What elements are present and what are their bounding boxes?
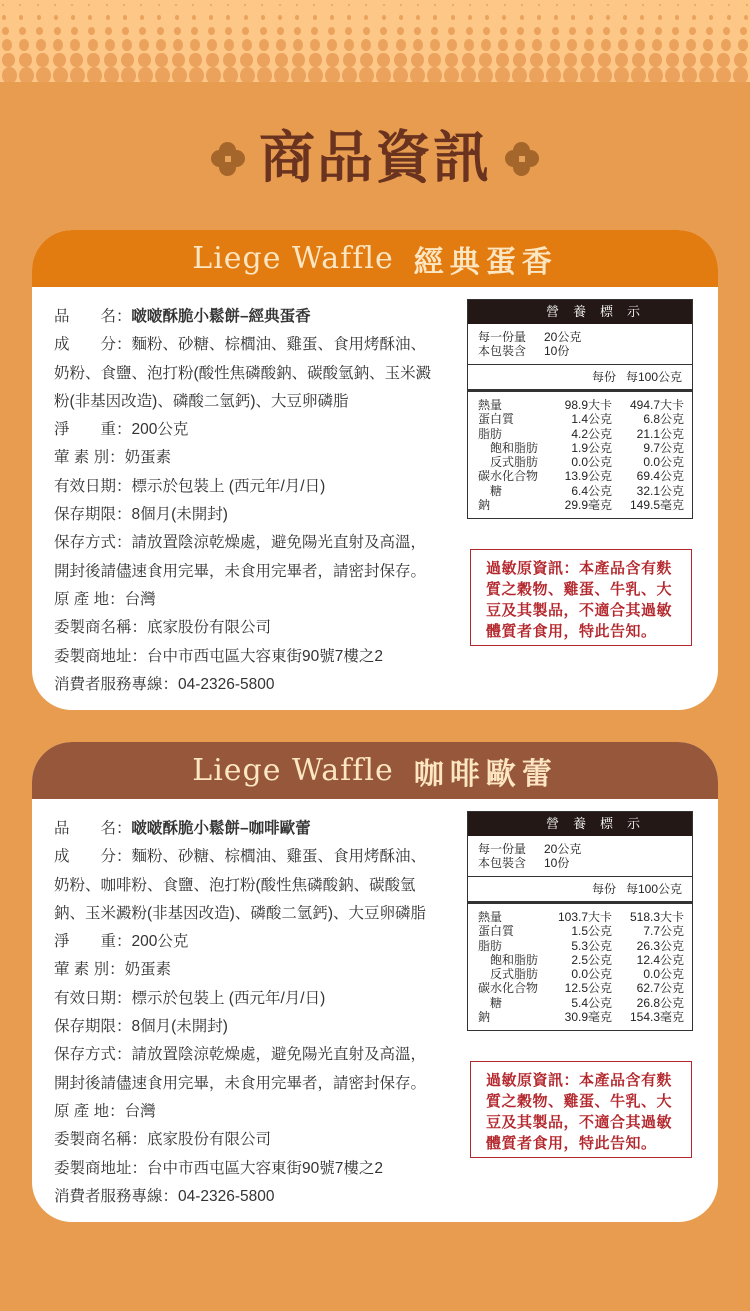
nutrition-row xyxy=(478,398,684,412)
per-100g: 12.4公克 xyxy=(636,952,684,967)
nutrition-row xyxy=(478,498,684,512)
allergen-line: 體質者食用，特此告知。 xyxy=(486,1135,657,1152)
manufacturer: 委製商名稱：底家股份有限公司 xyxy=(54,619,272,637)
serving-info xyxy=(468,836,692,877)
per-100g: 26.8公克 xyxy=(636,995,684,1010)
per-serving: 12.5公克 xyxy=(564,981,612,996)
per-100g: 9.7公克 xyxy=(643,440,684,455)
storage-cont: 開封後請儘速食用完畢，未食用完畢者，請密封保存。 xyxy=(54,1074,427,1092)
nutrition-row xyxy=(478,996,684,1010)
origin: 原 產 地：台灣 xyxy=(54,1102,156,1120)
per-100g: 154.3毫克 xyxy=(629,1010,684,1025)
servings-label: 本包裝含 xyxy=(478,856,527,870)
ingredients xyxy=(54,843,466,871)
per-100g: 0.0公克 xyxy=(643,455,684,470)
nutrition-table xyxy=(467,299,693,519)
per-100g: 62.7公克 xyxy=(636,981,684,996)
col-per-100g: 每100公克 xyxy=(625,882,682,896)
nutrient-label: 反式脂肪 xyxy=(490,455,539,470)
value: 啵啵酥脆小鬆餅–咖啡歐蕾 xyxy=(131,820,311,837)
card-header xyxy=(32,230,718,287)
serving-value: 20公克 xyxy=(544,842,582,856)
nutrition-row xyxy=(478,981,684,995)
service-hotline: 消費者服務專線：04-2326-5800 xyxy=(54,1187,275,1205)
nutrition-row xyxy=(478,484,684,498)
per-100g: 32.1公克 xyxy=(636,483,684,498)
col-per-serving: 每份 xyxy=(591,370,616,384)
manufacturer-address: 委製商地址：台中市西屯區大容東街90號7樓之2 xyxy=(54,647,383,665)
manufacturer-address: 委製商地址：台中市西屯區大容東街90號7樓之2 xyxy=(54,1159,383,1177)
nutrition-table xyxy=(467,811,693,1031)
allergen-line: 體質者食用，特此告知。 xyxy=(486,623,657,640)
header-zh: 咖啡歐蕾 xyxy=(413,756,558,792)
per-100g: 69.4公克 xyxy=(636,469,684,484)
vegetarian-type: 葷 素 別：奶蛋素 xyxy=(54,961,172,979)
manufacturer: 委製商名稱：底家股份有限公司 xyxy=(54,1131,272,1149)
per-serving: 0.0公克 xyxy=(571,455,612,470)
allergen-line: 質之穀物、雞蛋、牛乳、大 xyxy=(486,581,673,598)
net-weight: 淨 重：200公克 xyxy=(54,933,189,951)
ingredients-cont: 鈉、玉米澱粉(非基因改造)、磷酸二氫鈣)、大豆卵磷脂 xyxy=(54,904,426,922)
page-title-row xyxy=(0,128,750,190)
per-100g: 21.1公克 xyxy=(636,426,684,441)
service-hotline: 消費者服務專線：04-2326-5800 xyxy=(54,675,275,693)
per-serving: 5.4公克 xyxy=(571,995,612,1010)
value: 麵粉、砂糖、棕櫚油、雞蛋、食用烤酥油、 xyxy=(131,848,427,866)
nutrient-label: 糖 xyxy=(490,483,503,498)
servings-value: 10份 xyxy=(544,856,570,870)
nutrient-label: 蛋白質 xyxy=(478,412,515,427)
nutrient-label: 碳水化合物 xyxy=(478,981,539,996)
storage-cont: 開封後請儘速食用完畢，未食用完畢者，請密封保存。 xyxy=(54,562,427,580)
nutrient-label: 碳水化合物 xyxy=(478,469,539,484)
label: 品 名： xyxy=(54,820,132,837)
label: 成 分： xyxy=(54,848,132,866)
nutrient-label: 熱量 xyxy=(478,398,503,412)
nutrition-row xyxy=(478,953,684,967)
nutrient-label: 熱量 xyxy=(478,910,503,924)
ingredients-cont: 粉(非基因改造)、磷酸二氫鈣)、大豆卵磷脂 xyxy=(54,392,349,410)
per-serving: 1.4公克 xyxy=(571,412,612,427)
allergen-notice xyxy=(470,549,692,646)
nutrient-label: 飽和脂肪 xyxy=(490,440,539,455)
storage: 保存方式：請放置陰涼乾燥處，避免陽光直射及高溫， xyxy=(54,1046,427,1064)
per-100g: 26.3公克 xyxy=(636,938,684,953)
nutrition-column-headers xyxy=(468,877,692,904)
product-info xyxy=(54,815,466,1211)
nutrient-label: 鈉 xyxy=(478,498,491,513)
per-100g: 0.0公克 xyxy=(643,967,684,982)
product-name xyxy=(54,815,466,843)
allergen-line: 質之穀物、雞蛋、牛乳、大 xyxy=(486,1093,673,1110)
nutrition-title: 營養標示 xyxy=(468,300,692,324)
storage: 保存方式：請放置陰涼乾燥處，避免陽光直射及高溫， xyxy=(54,534,427,552)
product-name xyxy=(54,303,466,331)
servings-value: 10份 xyxy=(544,344,570,358)
allergen-line: 過敏原資訊：本產品含有麩 xyxy=(486,560,673,577)
servings-label: 本包裝含 xyxy=(478,344,527,358)
per-100g: 518.3大卡 xyxy=(629,910,684,924)
nutrition-row xyxy=(478,412,684,426)
per-serving: 30.9毫克 xyxy=(564,1010,612,1025)
nutrient-label: 糖 xyxy=(490,995,503,1010)
per-serving: 1.5公克 xyxy=(571,924,612,939)
nutrition-row xyxy=(478,469,684,483)
nutrient-label: 脂肪 xyxy=(478,426,503,441)
label: 成 分： xyxy=(54,336,132,354)
nutrient-label: 飽和脂肪 xyxy=(490,952,539,967)
flower-ornament-icon xyxy=(505,142,539,176)
per-serving: 1.9公克 xyxy=(571,440,612,455)
per-100g: 7.7公克 xyxy=(643,924,684,939)
per-100g: 6.8公克 xyxy=(643,412,684,427)
allergen-line: 豆及其製品，不適合其過敏 xyxy=(486,1114,673,1131)
nutrition-row xyxy=(478,910,684,924)
per-100g: 149.5毫克 xyxy=(629,498,684,513)
ingredients xyxy=(54,331,466,359)
shelf-life: 保存期限：8個月(未開封) xyxy=(54,1018,228,1036)
nutrition-row xyxy=(478,967,684,981)
ingredients-cont: 奶粉、食鹽、泡打粉(酸性焦磷酸鈉、碳酸氫鈉、玉米澱 xyxy=(54,364,432,382)
label: 品 名： xyxy=(54,308,132,325)
per-serving: 98.9大卡 xyxy=(564,398,612,412)
allergen-line: 過敏原資訊：本產品含有麩 xyxy=(486,1072,673,1089)
header-en: Liege Waffle xyxy=(192,241,394,276)
nutrition-row xyxy=(478,1010,684,1024)
per-serving: 5.3公克 xyxy=(571,938,612,953)
col-per-100g: 每100公克 xyxy=(625,370,682,384)
product-info xyxy=(54,303,466,699)
serving-label: 每一份量 xyxy=(478,330,527,344)
per-serving: 2.5公克 xyxy=(571,952,612,967)
per-serving: 6.4公克 xyxy=(571,483,612,498)
card-header xyxy=(32,742,718,799)
ingredients-cont: 奶粉、咖啡粉、食鹽、泡打粉(酸性焦磷酸鈉、碳酸氫 xyxy=(54,876,416,894)
serving-info xyxy=(468,324,692,365)
expiry-date: 有效日期：標示於包裝上 (西元年/月/日) xyxy=(54,477,326,495)
card-body xyxy=(32,287,718,699)
nutrition-row xyxy=(478,924,684,938)
nutrition-row xyxy=(478,455,684,469)
shelf-life: 保存期限：8個月(未開封) xyxy=(54,506,228,524)
value: 麵粉、砂糖、棕櫚油、雞蛋、食用烤酥油、 xyxy=(131,336,427,354)
allergen-notice xyxy=(470,1061,692,1158)
per-serving: 0.0公克 xyxy=(571,967,612,982)
dotted-header-band xyxy=(0,0,750,82)
nutrition-row xyxy=(478,427,684,441)
expiry-date: 有效日期：標示於包裝上 (西元年/月/日) xyxy=(54,989,326,1007)
card-body xyxy=(32,799,718,1211)
page-title: 商品資訊 xyxy=(259,126,491,191)
header-en: Liege Waffle xyxy=(192,753,394,788)
nutrition-title: 營養標示 xyxy=(468,812,692,836)
nutrition-row xyxy=(478,441,684,455)
nutrient-label: 脂肪 xyxy=(478,938,503,953)
nutrition-row xyxy=(478,939,684,953)
product-card-classic xyxy=(32,230,718,710)
per-serving: 103.7大卡 xyxy=(557,910,612,924)
flower-ornament-icon xyxy=(211,142,245,176)
nutrient-label: 反式脂肪 xyxy=(490,967,539,982)
net-weight: 淨 重：200公克 xyxy=(54,421,189,439)
origin: 原 產 地：台灣 xyxy=(54,590,156,608)
per-100g: 494.7大卡 xyxy=(629,398,684,412)
vegetarian-type: 葷 素 別：奶蛋素 xyxy=(54,449,172,467)
allergen-line: 豆及其製品，不適合其過敏 xyxy=(486,602,673,619)
per-serving: 4.2公克 xyxy=(571,426,612,441)
per-serving: 13.9公克 xyxy=(564,469,612,484)
header-zh: 經典蛋香 xyxy=(413,244,558,280)
nutrition-rows xyxy=(468,392,692,518)
nutrient-label: 鈉 xyxy=(478,1010,491,1025)
col-per-serving: 每份 xyxy=(591,882,616,896)
serving-value: 20公克 xyxy=(544,330,582,344)
product-card-cafe-au-lait xyxy=(32,742,718,1222)
serving-label: 每一份量 xyxy=(478,842,527,856)
nutrition-rows xyxy=(468,904,692,1030)
nutrient-label: 蛋白質 xyxy=(478,924,515,939)
per-serving: 29.9毫克 xyxy=(564,498,612,513)
value: 啵啵酥脆小鬆餅–經典蛋香 xyxy=(131,308,311,325)
nutrition-column-headers xyxy=(468,365,692,392)
